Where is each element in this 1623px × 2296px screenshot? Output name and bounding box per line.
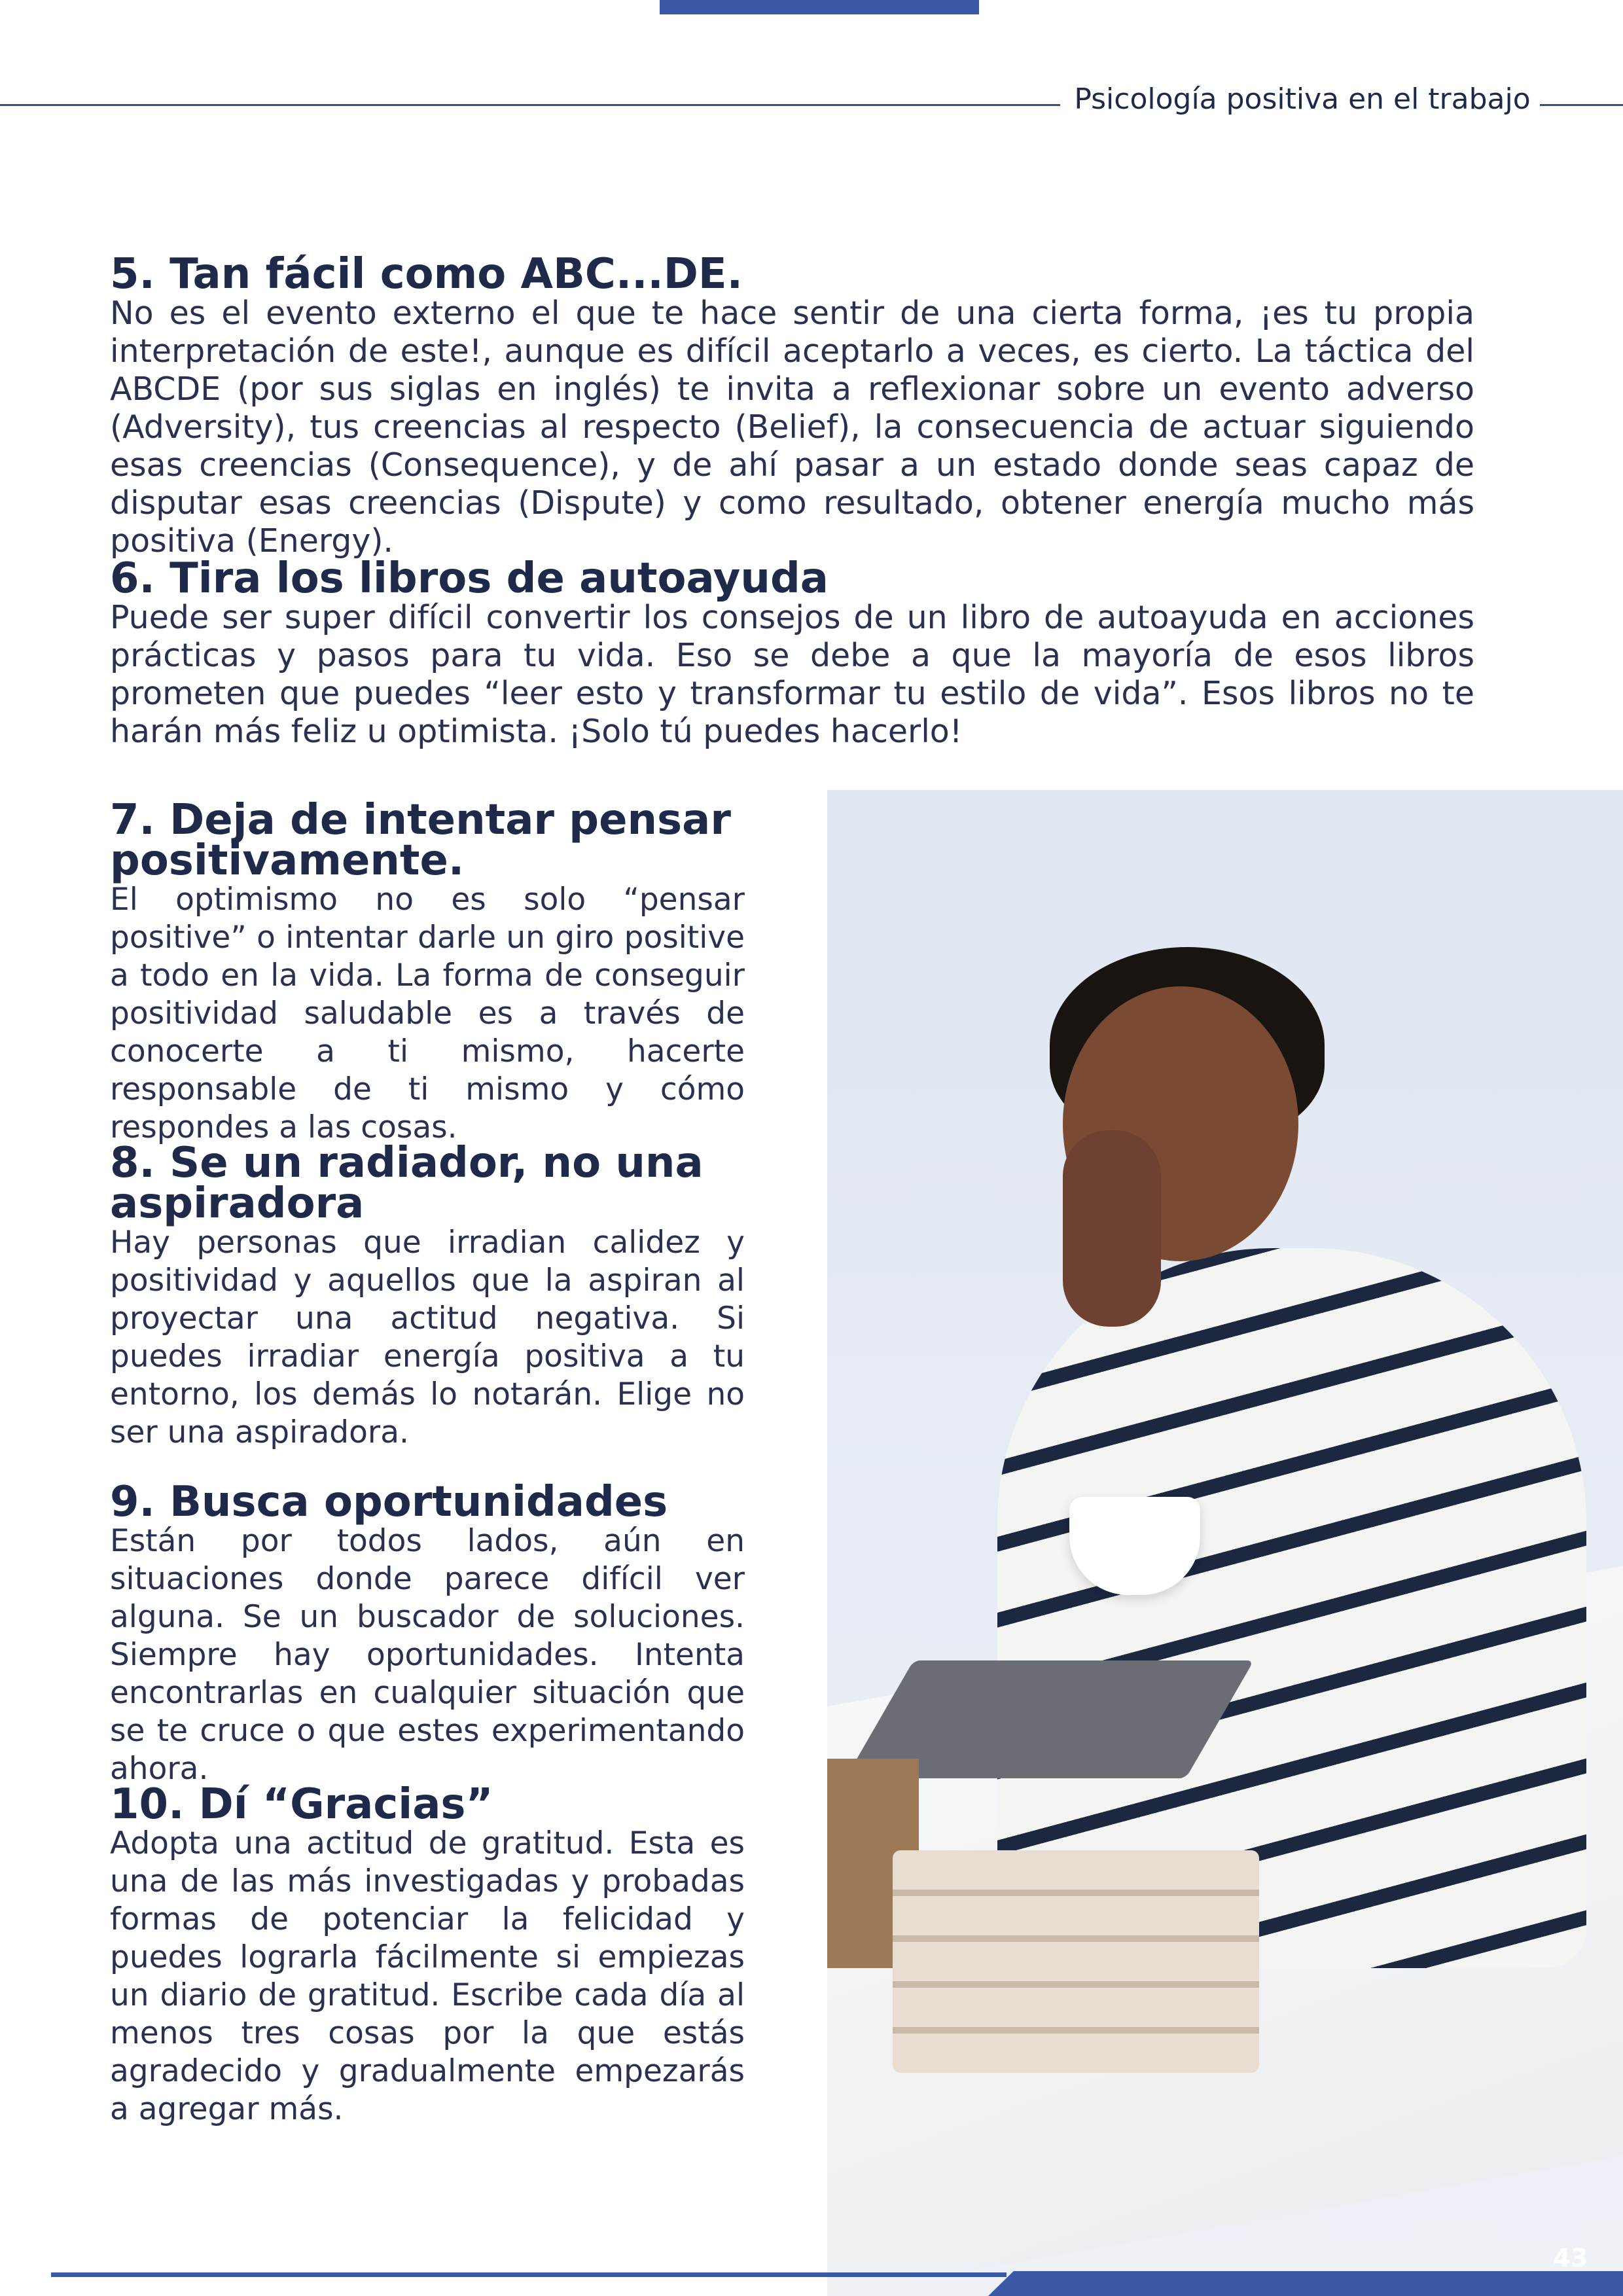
book-stack xyxy=(893,1850,1259,2073)
section-9 xyxy=(110,1478,745,1788)
top-accent-bar xyxy=(660,0,979,14)
header-rule-right xyxy=(1540,104,1623,106)
section-5-heading: 5. Tan fácil como ABC...DE. xyxy=(110,250,743,298)
running-header-title: Psicología positiva en el trabajo xyxy=(1074,82,1531,116)
section-10-body: Adopta una actitud de gratitud. Esta es una de las más investigadas y probadas formas de potenciar la felicidad y puedes lograrla fácilmente si empiezas un diario de gratitud. Escribe cada día al menos tres cosas por la que estás agradecido y gradualmente empezarás a agregar más. xyxy=(110,1825,745,2127)
section-9-body: Están por todos lados, aún en situaciones donde parece difícil ver alguna. Se un buscador de soluciones. Siempre hay oportunidades. Intenta encontrarlas en cualquier situación que se te cruce o que estes experimentando ahora. xyxy=(110,1523,745,1787)
section-7-body: El optimismo no es solo “pensar positive” o intentar darle un giro positive a todo en la vida. La forma de conseguir positividad saludable es a través de conocerte a ti mismo, hacerte responsable de ti mismo y cómo respondes a las cosas. xyxy=(110,882,745,1145)
section-6 xyxy=(110,554,1474,751)
section-7-heading: 7. Deja de intentar pensar positivamente. xyxy=(110,796,731,885)
hand-on-cheek xyxy=(1063,1130,1161,1327)
footer-rule xyxy=(51,2272,1007,2277)
section-6-heading: 6. Tira los libros de autoayuda xyxy=(110,554,829,603)
section-8-body: Hay personas que irradian calidez y positividad y aquellos que la aspiran al proyectar una actitud negativa. Si puedes irradiar energía positiva a tu entorno, los demás lo notarán. Elige no ser una aspiradora. xyxy=(110,1225,745,1450)
section-9-heading: 9. Busca oportunidades xyxy=(110,1478,668,1526)
woman-laptop-photo xyxy=(827,790,1623,2296)
section-6-body: Puede ser super difícil convertir los consejos de un libro de autoayuda en acciones prácticas y pasos para tu vida. Eso se debe a que la mayoría de esos libros prometen que puedes “leer esto y transformar tu estilo de vida”. Esos libros no te harán más feliz u optimista. ¡Solo tú puedes hacerlo! xyxy=(110,599,1474,750)
section-5-body: No es el evento externo el que te hace sentir de una cierta forma, ¡es tu propia interpretación de este!, aunque es difícil aceptarlo a veces, es cierto. La táctica del ABCDE (por sus siglas en inglés) te invita a reflexionar sobre un evento adverso (Adversity), tus creencias al respecto (Belief), la consecuencia de actuar siguiendo esas creencias (Consequence), y de ahí pasar a un estado donde seas capaz de disputar esas creencias (Dispute) y como resultado, obtener energía mucho más positiva (Energy). xyxy=(110,295,1474,560)
footer-accent-band xyxy=(988,2271,1623,2296)
header-rule-left xyxy=(0,104,1060,106)
section-8 xyxy=(110,1139,745,1452)
section-7 xyxy=(110,796,745,1147)
page-number: 43 xyxy=(1553,2244,1588,2272)
section-5 xyxy=(110,250,1474,560)
section-10-heading: 10. Dí “Gracias” xyxy=(110,1780,493,1829)
section-8-heading: 8. Se un radiador, no una aspiradora xyxy=(110,1139,704,1228)
section-10 xyxy=(110,1780,745,2128)
